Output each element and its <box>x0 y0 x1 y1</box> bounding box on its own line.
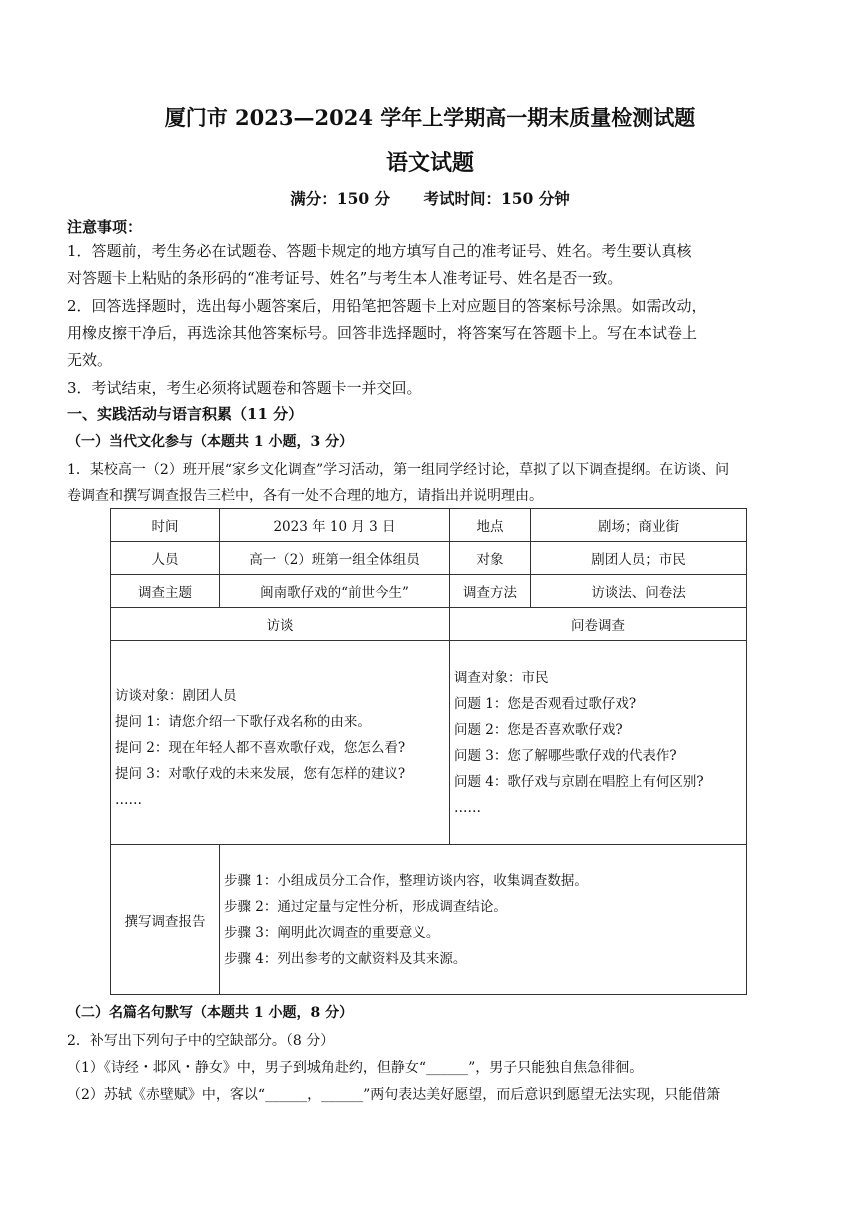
table-cell: 剧场；商业街 <box>531 509 747 542</box>
table-cell: 高一（2）班第一组全体组员 <box>220 542 450 575</box>
table-cell: 调查主题 <box>111 575 220 608</box>
full-score: 满分：150 分 <box>290 189 391 208</box>
questionnaire-line: 问题 2：您是否喜欢歌仔戏? <box>454 721 623 738</box>
questionnaire-line: 问题 1：您是否观看过歌仔戏? <box>454 695 637 712</box>
question-2-text: 2．补写出下列句子中的空缺部分。（8 分） <box>67 1033 335 1049</box>
table-row <box>111 641 747 845</box>
table-cell: 调查方法 <box>450 575 531 608</box>
interview-header: 访谈 <box>111 608 450 641</box>
report-label: 撰写调查报告 <box>111 845 220 995</box>
questionnaire-line: 调查对象：市民 <box>454 669 549 686</box>
questionnaire-cell <box>450 641 747 845</box>
table-row <box>111 575 747 608</box>
exam-duration: 考试时间：150 分钟 <box>423 189 570 208</box>
report-step: 步骤 2：通过定量与定性分析，形成调查结论。 <box>224 898 507 915</box>
table-row <box>111 845 747 995</box>
table-cell: 闽南歌仔戏的“前世今生” <box>220 575 450 608</box>
table-cell: 访谈法、问卷法 <box>531 575 747 608</box>
table-cell: 时间 <box>111 509 220 542</box>
question-2-item-1: （1）《诗经・邶风・静女》中，男子到城角赴约，但静女“______”，男子只能独自焦急徘徊。 <box>67 1060 644 1076</box>
table-row <box>111 542 747 575</box>
section-heading: 一、实践活动与语言积累（11 分） <box>67 405 304 423</box>
interview-line: 提问 2：现在年轻人都不喜欢歌仔戏，您怎么看? <box>115 739 406 756</box>
survey-outline-table <box>110 508 747 995</box>
table-cell: 对象 <box>450 542 531 575</box>
question-1-text: 卷调查和撰写调查报告三栏中，各有一处不合理的地方，请指出并说明理由。 <box>67 488 543 504</box>
questionnaire-line: …… <box>454 799 481 816</box>
question-2-item-2: （2）苏轼《赤壁赋》中，客以“______，______”两句表达美好愿望，而后意识到愿望无法实现，只能借箫 <box>67 1087 721 1103</box>
report-step: 步骤 1：小组成员分工合作，整理访谈内容，收集调查数据。 <box>224 872 588 889</box>
table-row <box>111 608 747 641</box>
interview-line: 提问 3：对歌仔戏的未来发展，您有怎样的建议? <box>115 765 406 782</box>
notice-heading: 注意事项： <box>67 218 143 236</box>
notice-line: 用橡皮擦干净后，再选涂其他答案标号。回答非选择题时，将答案写在答题卡上。写在本试卷上 <box>67 324 698 342</box>
table-cell: 2023 年 10 月 3 日 <box>220 509 450 542</box>
notice-line: 对答题卡上粘贴的条形码的“准考证号、姓名”与考生本人准考证号、姓名是否一致。 <box>67 269 623 287</box>
part-heading: （二）名篇名句默写（本题共 1 小题，8 分） <box>67 1005 354 1021</box>
notice-line: 3．考试结束，考生必须将试题卷和答题卡一并交回。 <box>67 379 422 397</box>
exam-title: 厦门市 2023—2024 学年上学期高一期末质量检测试题 <box>164 105 696 130</box>
interview-line: 提问 1：请您介绍一下歌仔戏名称的由来。 <box>115 713 371 730</box>
interview-line: 访谈对象：剧团人员 <box>115 687 237 704</box>
exam-meta <box>0 187 860 209</box>
report-steps-cell <box>220 845 747 995</box>
questionnaire-header: 问卷调查 <box>450 608 747 641</box>
part-heading: （一）当代文化参与（本题共 1 小题，3 分） <box>67 434 354 450</box>
interview-line: …… <box>115 791 142 808</box>
questionnaire-line: 问题 3：您了解哪些歌仔戏的代表作? <box>454 747 677 764</box>
notice-line: 2．回答选择题时，选出每小题答案后，用铅笔把答题卡上对应题目的答案标号涂黑。如需改动， <box>67 297 707 315</box>
question-1-text: 1．某校高一（2）班开展“家乡文化调查”学习活动，第一组同学经讨论，草拟了以下调查提纲。在访谈、问 <box>67 462 730 478</box>
questionnaire-line: 问题 4：歌仔戏与京剧在唱腔上有何区别? <box>454 773 704 790</box>
notice-line: 无效。 <box>67 351 113 369</box>
table-row <box>111 509 747 542</box>
report-step: 步骤 4：列出参考的文献资料及其来源。 <box>224 950 467 967</box>
interview-cell <box>111 641 450 845</box>
table-cell: 人员 <box>111 542 220 575</box>
table-cell: 剧团人员；市民 <box>531 542 747 575</box>
table-cell: 地点 <box>450 509 531 542</box>
notice-line: 1．答题前，考生务必在试题卷、答题卡规定的地方填写自己的准考证号、姓名。考生要认真核 <box>67 242 692 260</box>
subject-title: 语文试题 <box>385 150 474 176</box>
report-step: 步骤 3：阐明此次调查的重要意义。 <box>224 924 440 941</box>
